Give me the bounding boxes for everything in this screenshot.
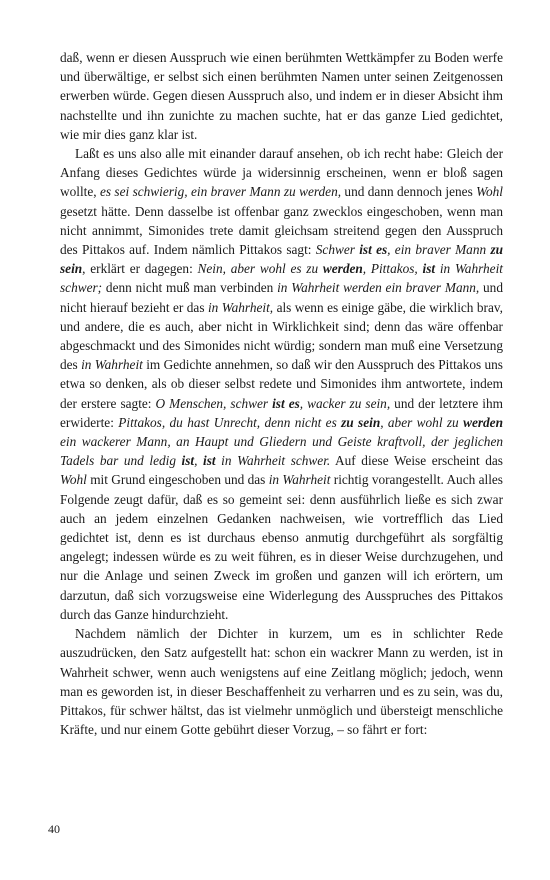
- emphasis-text: , wacker zu sein,: [299, 395, 391, 411]
- emphasis-text: werden: [322, 261, 363, 277]
- text-run: richtig vorangestellt. Auch alles Folgende zeugt dafür, daß es so gemeint sei: denn ausführlich ließe es sich zwar auch an jedem einzelnen Gedanken nachweisen, wie vortrefflich das Lied gedichtet ist, denn es ist durchaus ebenso anmutig durchgeführt als sorgfältig angelegt; indessen würde es zu weit führen, es in dieser Weise durchzugehen, und nur die Anlage und seinen Zweck im großen und ganzen will ich erörtern, um darzutun, daß sich vorzugsweise eine Widerlegung des Ausspruches des Pittakos durch das Ganze hindurchzieht.: [60, 472, 503, 622]
- emphasis-text: Nein, aber wohl es zu: [197, 261, 323, 277]
- paragraph-2: [60, 144, 503, 624]
- emphasis-text: ist es: [359, 242, 388, 258]
- emphasis-text: , ein braver Mann: [387, 242, 491, 258]
- emphasis-text: Schwer: [315, 242, 360, 258]
- emphasis-text: in Wahrheit: [268, 472, 331, 488]
- text-run: Auf diese Weise erscheint das: [330, 453, 503, 469]
- text-run: und dann dennoch jenes: [341, 184, 477, 200]
- emphasis-text: es sei schwierig, ein braver Mann zu werden,: [99, 184, 342, 200]
- emphasis-text: Pittakos, du hast Unrecht, denn nicht es: [118, 414, 342, 430]
- paragraph-1: [60, 48, 503, 144]
- emphasis-text: Wohl: [476, 184, 503, 200]
- emphasis-text: , aber wohl zu: [380, 414, 464, 430]
- emphasis-text: in Wahrheit schwer.: [215, 453, 331, 469]
- text-run: daß, wenn er diesen Ausspruch wie einen berühmten Wettkämpfer zu Boden werfe und überwältige, er selbst sich einen berühmten Namen unter seinen Zeitgenossen erwerben würde. Gegen diesen Ausspruch also, und indem er in dieser Absicht ihm nachstellte und ihn zunichte zu machen suchte, hat er das ganze Lied gedichtet, wie mir dies ganz klar ist.: [60, 50, 503, 142]
- emphasis-text: in Wahrheit werden ein braver Mann,: [277, 280, 480, 296]
- text-run: , erklärt er dagegen:: [82, 261, 198, 277]
- text-run: Nachdem nämlich der Dichter in kurzem, um es in schlichter Rede auszudrücken, den Satz aufgestellt hat: schon ein wackrer Mann zu werden, ist in Wahrheit schwer, wenn auch wenigstens auf eine Zeitlang möglich; jedoch, wenn man es geworden ist, in dieser Beschaffenheit zu verharren und es zu sein, was du, Pittakos, für schwer hältst, das ist vielmehr unmöglich und übersteigt menschliche Kräfte, und nur einem Gotte gebührt dieser Vorzug, – so fährt er fort:: [60, 626, 503, 738]
- text-run: im Gedichte annehmen, so daß wir den Ausspruch des Pittakos uns etwa so denken, als ob dieser selbst redete und Simonides ihm antwortete, indem der erstere sagte:: [60, 357, 503, 411]
- emphasis-text: ist: [422, 261, 436, 277]
- text-run: und nicht hierauf bezieht er das: [60, 280, 503, 315]
- emphasis-text: O Menschen, schwer: [155, 395, 273, 411]
- emphasis-text: zu sein: [60, 242, 504, 277]
- page-number: 40: [48, 822, 60, 836]
- text-run: denn nicht muß man verbinden: [102, 280, 278, 296]
- text-run: mit Grund eingeschoben und das: [86, 472, 269, 488]
- emphasis-text: ist: [203, 453, 216, 469]
- text-run: und der letztere ihm erwiderte:: [60, 395, 503, 430]
- emphasis-text: in Wahrheit,: [207, 299, 274, 315]
- emphasis-text: ist es: [272, 395, 300, 411]
- text-run: gesetzt hätte. Denn dasselbe ist offenbar ganz zwecklos eingeschoben, wenn man nicht annimmt, Simonides trete damit gleichsam streitend gegen den Ausspruch des Pittakos auf. Indem nämlich Pittakos sagt:: [60, 203, 503, 258]
- emphasis-text: in Wahrheit schwer;: [60, 261, 503, 296]
- emphasis-text: zu sein: [341, 414, 381, 430]
- paragraph-3: [60, 624, 503, 739]
- emphasis-text: werden: [463, 414, 503, 430]
- emphasis-text: , Pittakos,: [362, 261, 423, 277]
- emphasis-text: ein wackerer Mann, an Haupt und Gliedern und Geiste kraftvoll, der jeglichen Tadels bar und ledig: [60, 434, 503, 469]
- emphasis-text: Wohl: [60, 472, 87, 488]
- text-run: als wenn es einige gäbe, die wirklich brav, und andere, die es auch, aber nicht in Wirklichkeit sind; denn das wäre offenbar abgeschmackt und des Simonides nicht würdig; sondern man muß eine Versetzung des: [60, 299, 503, 373]
- body-text: [60, 48, 503, 739]
- text-run: Laßt es uns also alle mit einander darauf ansehen, ob ich recht habe: Gleich der Anfang dieses Gedichtes würde ja widersinnig erscheinen, wenn er bloß sagen wollte,: [60, 146, 503, 200]
- emphasis-text: in Wahrheit: [81, 357, 143, 373]
- emphasis-text: ,: [194, 453, 204, 469]
- emphasis-text: ist: [181, 453, 195, 469]
